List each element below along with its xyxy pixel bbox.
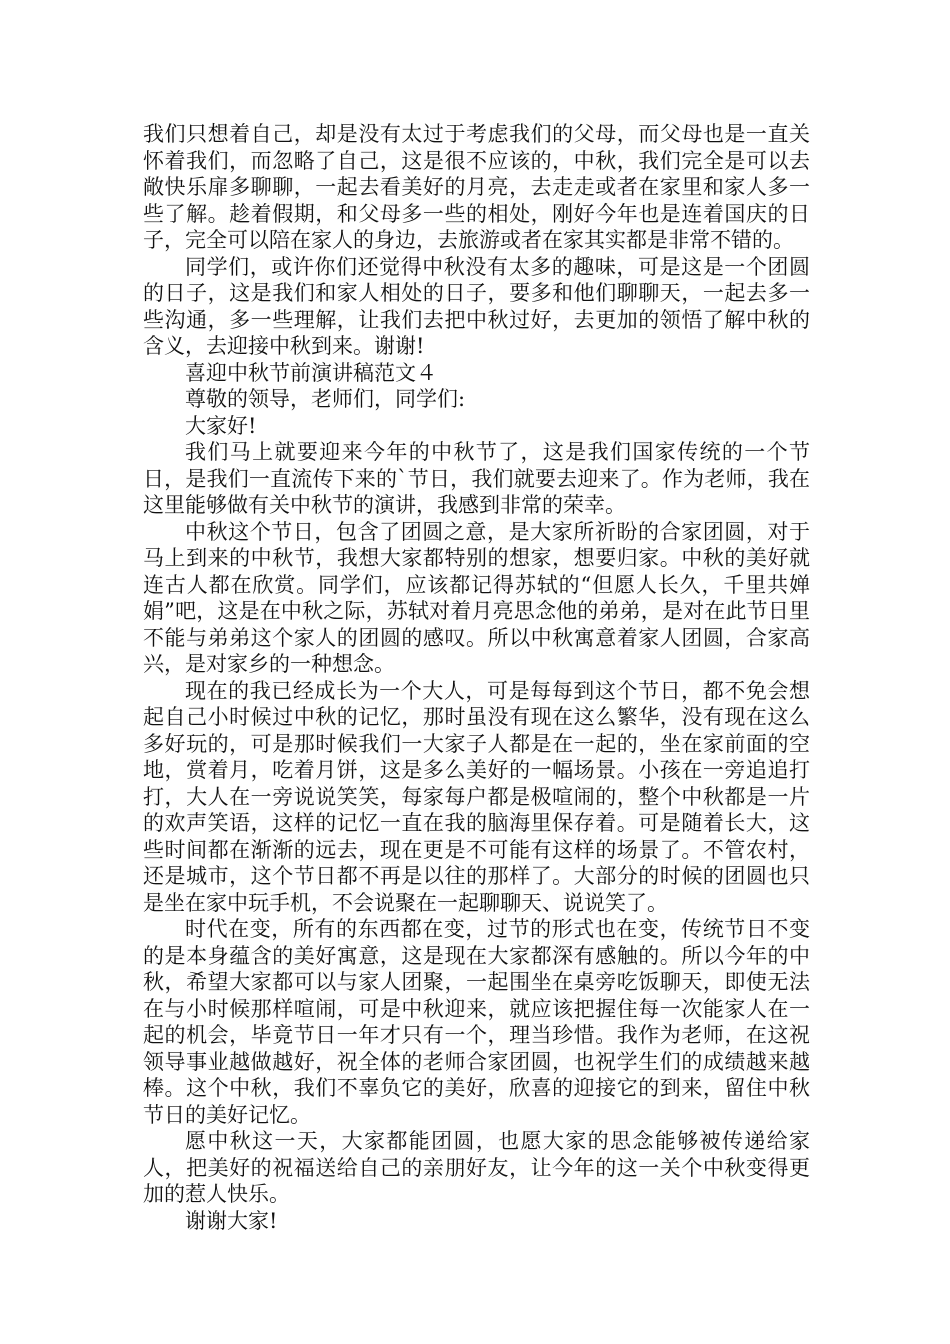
document-body — [143, 121, 810, 1234]
paragraph-wishes: 愿中秋这一天，大家都能团圆，也愿大家的思念能够被传递给家人，把美好的祝福送给自己的亲朋好友，让今年的这一关个中秋变得更加的惹人快乐。 — [143, 1129, 810, 1206]
closing-thanks: 谢谢大家! — [185, 1208, 278, 1233]
paragraph-reunion: 中秋这个节日，包含了团圆之意，是大家所祈盼的合家团圆，对于马上到来的中秋节，我想大家都特别的想家，想要归家。中秋的美好就连古人都在欣赏。同学们，应该都记得苏轼的“但愿人长久，千里共婵娟”吧，这是在中秋之际，苏轼对着月亮思念他的弟弟，是对在此节日里不能与弟弟这个家人的团圆的感叹。所以中秋寓意着家人团圆，合家高兴，是对家乡的一种想念。 — [143, 519, 810, 676]
greeting: 大家好! — [185, 413, 257, 438]
paragraph-parents: 我们只想着自己，却是没有太过于考虑我们的父母，而父母也是一直关怀着我们，而忽略了自己，这是很不应该的，中秋，我们完全是可以去敞快乐扉多聊聊，一起去看美好的月亮，去走走或者在家里和家人多一些了解。趁着假期，和父母多一些的相处，刚好今年也是连着国庆的日子，完全可以陪在家人的身边，去旅游或者在家其实都是非常不错的。 — [143, 122, 810, 252]
paragraph-intro: 我们马上就要迎来今年的中秋节了，这是我们国家传统的一个节日，是我们一直流传下来的`节日，我们就要去迎来了。作为老师，我在这里能够做有关中秋节的演讲，我感到非常的荣幸。 — [143, 440, 810, 517]
section-heading: 喜迎中秋节前演讲稿范文４ — [185, 360, 437, 385]
paragraph-classmates: 同学们，或许你们还觉得中秋没有太多的趣味，可是这是一个团圆的日子，这是我们和家人相处的日子，要多和他们聊聊天，一起去多一些沟通，多一些理解，让我们去把中秋过好，去更加的领悟了解中秋的含义，去迎接中秋到来。谢谢! — [143, 254, 810, 358]
salutation: 尊敬的领导，老师们，同学们: — [185, 387, 466, 411]
paragraph-changing-times: 时代在变，所有的东西都在变，过节的形式也在变，传统节日不变的是本身蕴含的美好寓意，这是现在大家都深有感触的。所以今年的中秋，希望大家都可以与家人团聚，一起围坐在桌旁吃饭聊天，即使无法在与小时候那样喧闹，可是中秋迎来，就应该把握住每一次能家人在一起的机会，毕竟节日一年才只有一个，理当珍惜。我作为老师，在这祝领导事业越做越好，祝全体的老师合家团圆，也祝学生们的成绩越来越棒。这个中秋，我们不辜负它的美好，欣喜的迎接它的到来，留住中秋节日的美好记忆。 — [143, 917, 810, 1127]
paragraph-memories: 现在的我已经成长为一个大人，可是每每到这个节日，都不免会想起自己小时候过中秋的记忆，那时虽没有现在这么繁华，没有现在这么多好玩的，可是那时候我们一大家子人都是在一起的，坐在家前面的空地，赏着月，吃着月饼，这是多么美好的一幅场景。小孩在一旁追追打打，大人在一旁说说笑笑，每家每户都是极喧闹的，整个中秋都是一片的欢声笑语，这样的记忆一直在我的脑海里保存着。可是随着长大，这些时间都在渐渐的远去，现在更是不可能有这样的场景了。不管农村，还是城市，这个节日都不再是以往的那样了。大部分的时候的团圆也只是坐在家中玩手机，不会说聚在一起聊聊天、说说笑了。 — [143, 678, 810, 915]
